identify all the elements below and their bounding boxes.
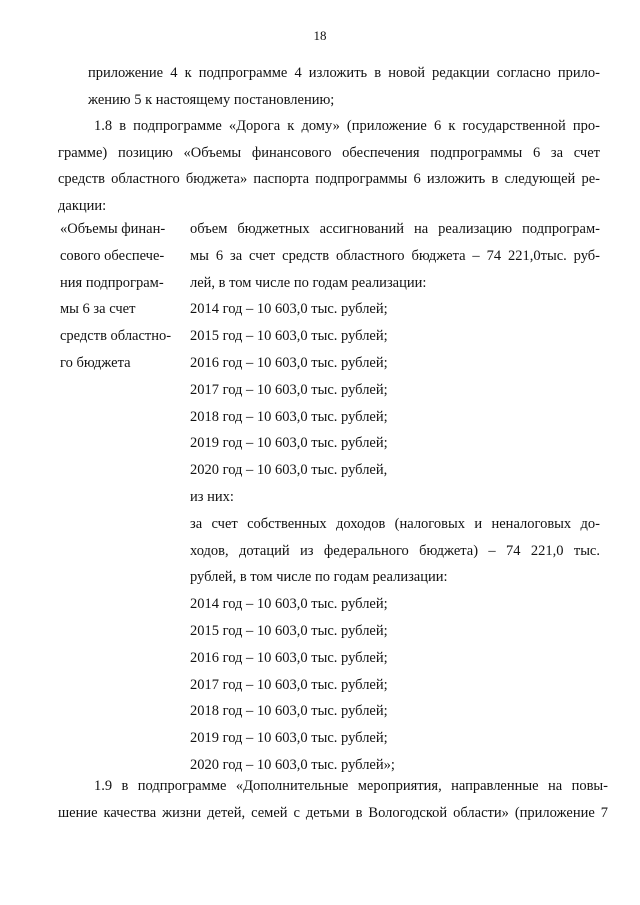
text-line: средств областного бюджета» паспорта подпрограммы 6 изложить в следующей ре-	[58, 171, 600, 187]
intro-paragraph	[88, 60, 600, 113]
text-line: шение качества жизни детей, семей с детьми в Вологодской области» (приложение 7	[58, 804, 608, 821]
text-line: дакции:	[58, 197, 107, 214]
table-right-cell	[190, 216, 600, 779]
funding-line: ходов, дотаций из федерального бюджета) – 74 221,0 тыс.	[190, 542, 600, 559]
year-line: 2015 год – 10 603,0 тыс. рублей;	[190, 622, 388, 639]
text-line: приложение 4 к подпрограмме 4 изложить в новой редакции согласно прило-	[88, 65, 600, 81]
table-left-cell	[60, 216, 170, 377]
text-line: 1.9 в подпрограмме «Дополнительные мероприятия, направленные на повы-	[94, 778, 608, 794]
table-left-line: го бюджета	[60, 354, 131, 371]
year-line: 2014 год – 10 603,0 тыс. рублей;	[190, 596, 388, 613]
item-1-8-paragraph	[58, 113, 600, 219]
year-line: 2016 год – 10 603,0 тыс. рублей;	[190, 354, 388, 371]
text-line: 1.8 в подпрограмме «Дорога к дому» (приложение 6 к государственной про-	[94, 118, 600, 134]
item-1-9-paragraph	[58, 773, 608, 826]
text-line: жению 5 к настоящему постановлению;	[88, 91, 335, 108]
year-line: 2020 год – 10 603,0 тыс. рублей,	[190, 462, 388, 479]
year-line: 2018 год – 10 603,0 тыс. рублей;	[190, 408, 388, 425]
year-line: 2020 год – 10 603,0 тыс. рублей»;	[190, 756, 395, 773]
funding-line: за счет собственных доходов (налоговых и неналоговых до-	[190, 515, 600, 532]
table-left-line: средств областно-	[60, 328, 172, 345]
year-line: 2018 год – 10 603,0 тыс. рублей;	[190, 703, 388, 720]
year-line: 2019 год – 10 603,0 тыс. рублей;	[190, 435, 388, 452]
table-left-line: мы 6 за счет	[60, 301, 136, 318]
year-line: 2016 год – 10 603,0 тыс. рублей;	[190, 649, 388, 666]
year-line: 2017 год – 10 603,0 тыс. рублей;	[190, 676, 388, 693]
page-number: 18	[313, 28, 327, 43]
table-left-line: «Объемы финан-	[60, 221, 166, 237]
year-line: 2014 год – 10 603,0 тыс. рублей;	[190, 301, 388, 318]
table-left-line: ния подпрограм-	[60, 274, 164, 291]
year-line: 2015 год – 10 603,0 тыс. рублей;	[190, 328, 388, 345]
funding-line: рублей, в том числе по годам реализации:	[190, 569, 448, 586]
table-left-line: сового обеспече-	[60, 247, 165, 264]
funding-line: лей, в том числе по годам реализации:	[190, 274, 427, 291]
text-line: грамме) позицию «Объемы финансового обеспечения подпрограммы 6 за счет	[58, 144, 600, 161]
year-line: 2017 год – 10 603,0 тыс. рублей;	[190, 381, 388, 398]
funding-line: объем бюджетных ассигнований на реализацию подпрограм-	[190, 221, 600, 237]
year-line: 2019 год – 10 603,0 тыс. рублей;	[190, 730, 388, 747]
funding-line: мы 6 за счет средств областного бюджета – 74 221,0тыс. руб-	[190, 247, 600, 264]
of-them-line: из них:	[190, 488, 234, 505]
